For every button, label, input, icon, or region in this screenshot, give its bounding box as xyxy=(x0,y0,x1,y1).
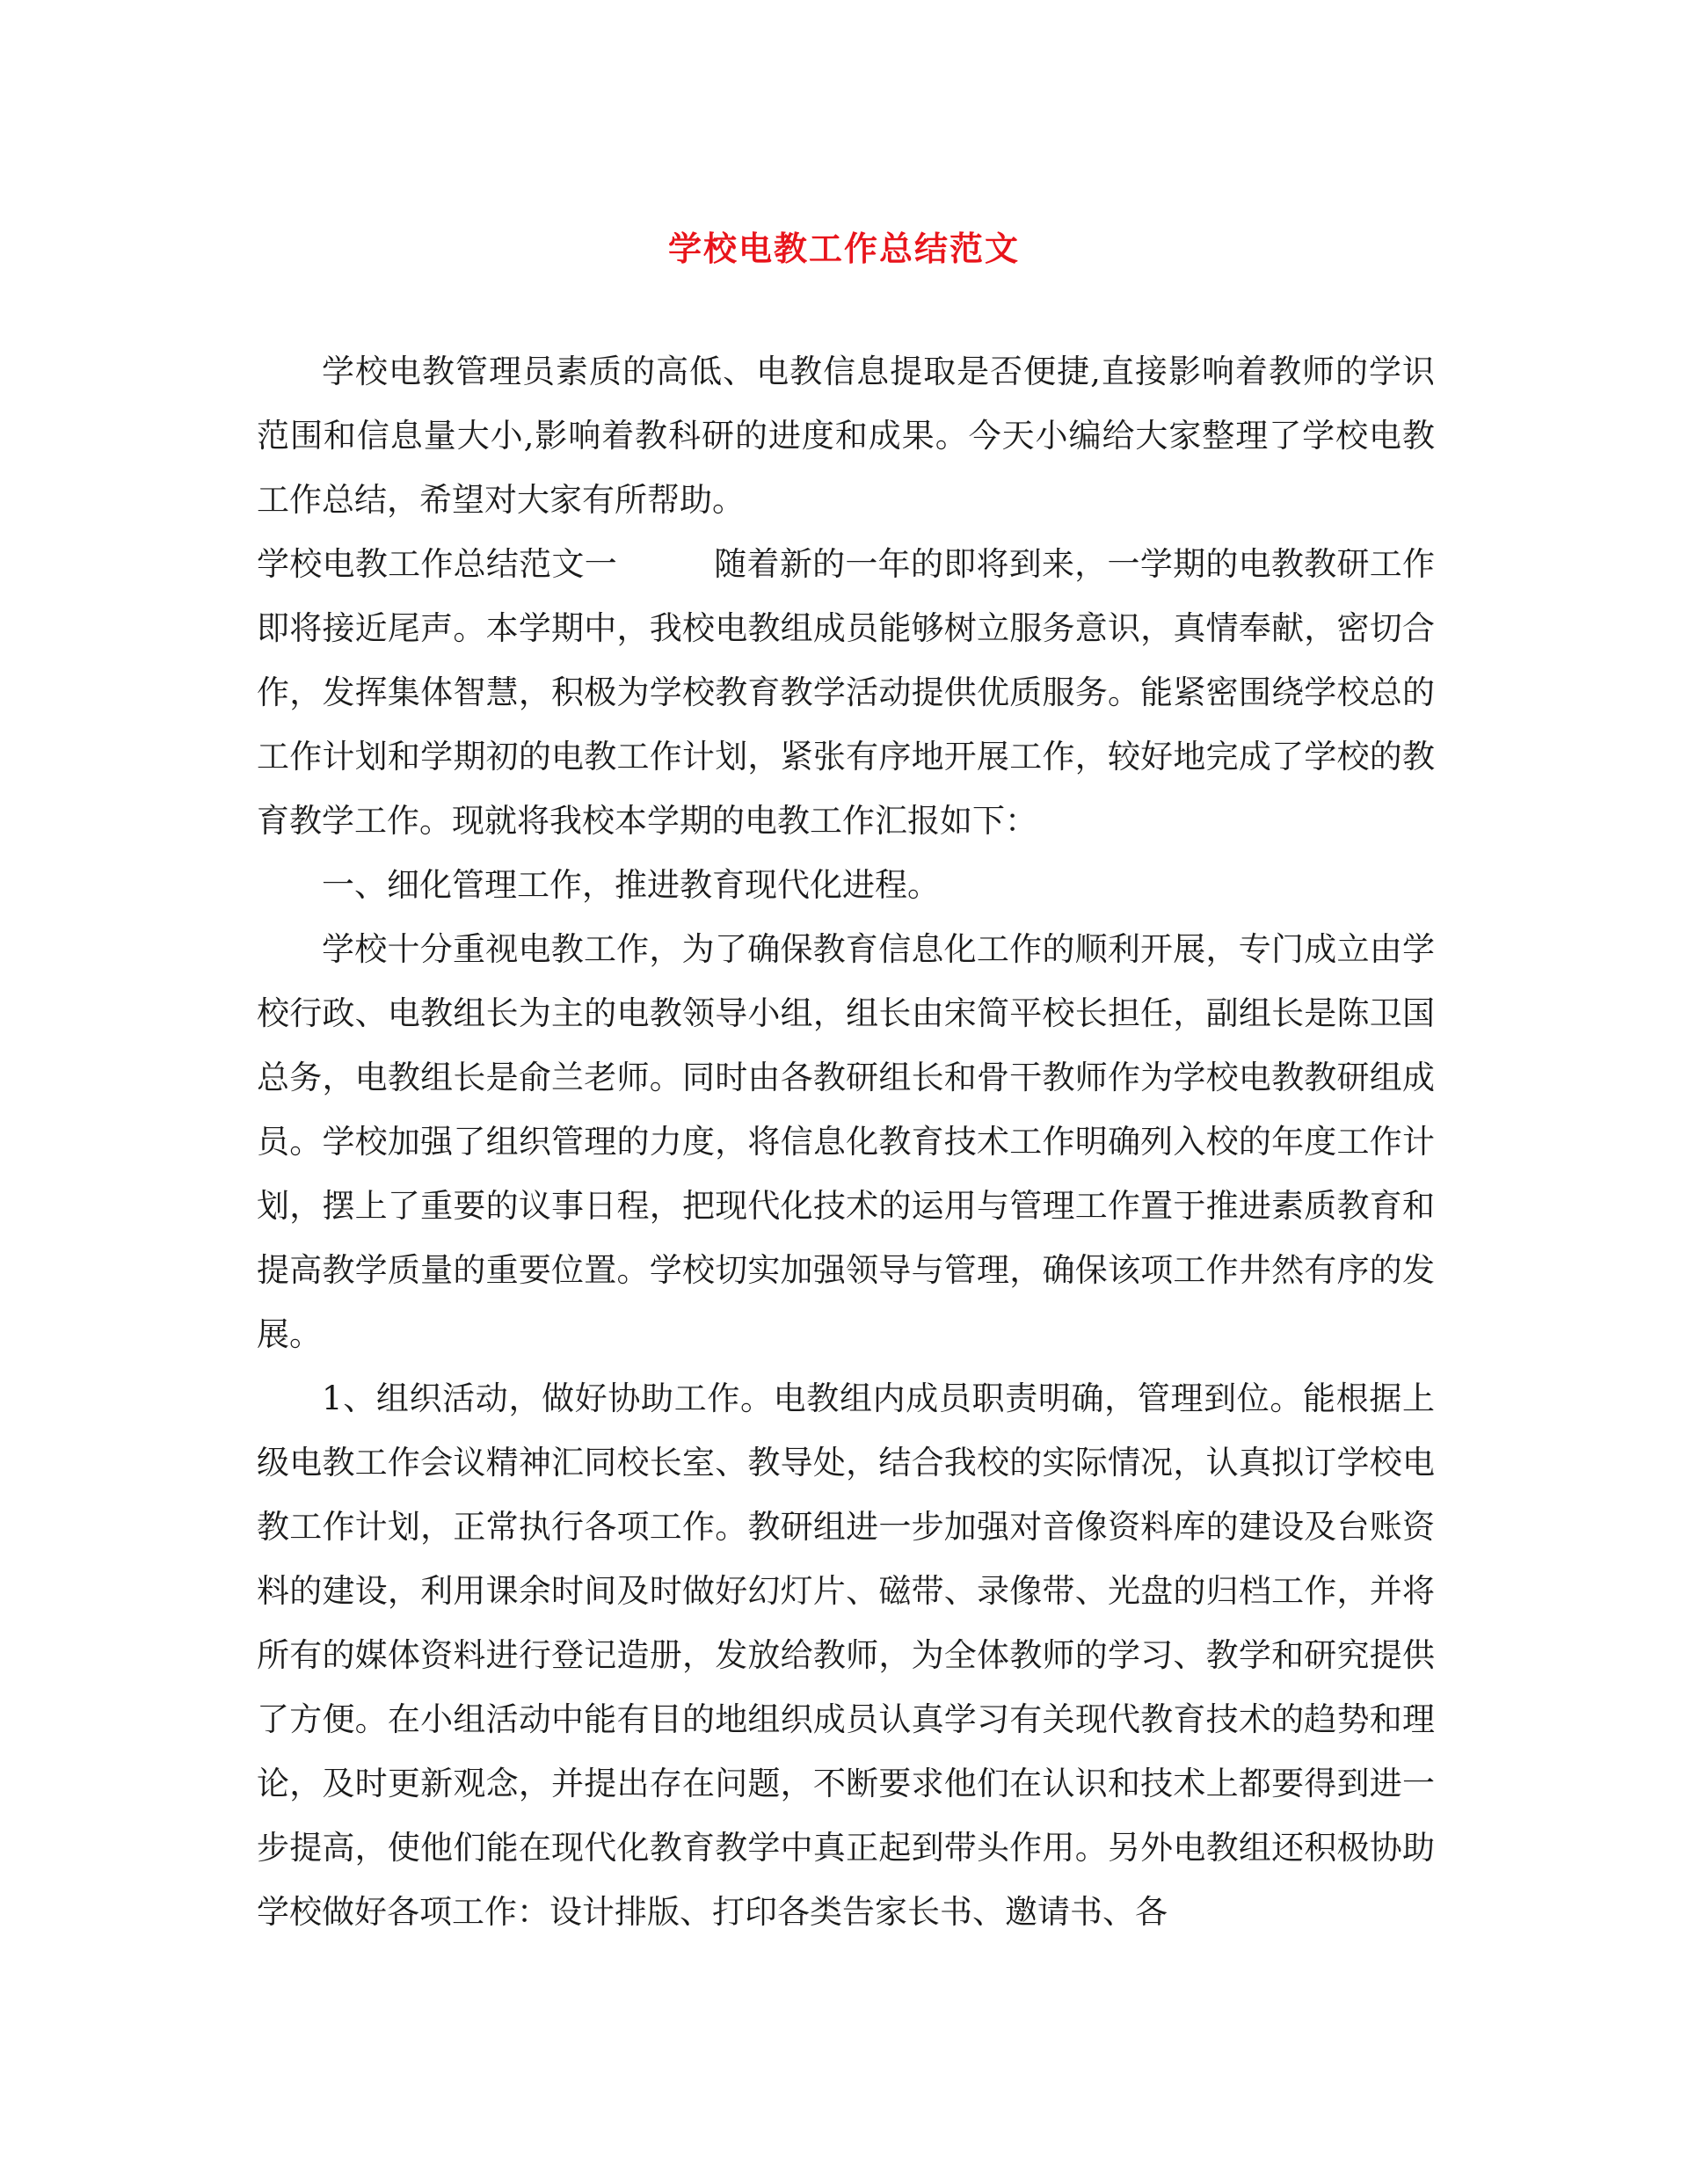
intro-paragraph: 学校电教管理员素质的高低、电教信息提取是否便捷,直接影响着教师的学识范围和信息量大小,影响着教科研的进度和成果。今天小编给大家整理了学校电教工作总结，希望对大家有所帮助。 xyxy=(257,353,1435,519)
section1-text: 随着新的一年的即将到来，一学期的电教教研工作即将接近尾声。本学期中，我校电教组成员能够树立服务意识，真情奉献，密切合作，发挥集体智慧，积极为学校教育教学活动提供优质服务。能紧密围绕学校总的工作计划和学期初的电教工作计划，紧张有序地开展工作，较好地完成了学校的教育教学工作。现就将我校本学期的电教工作汇报如下： xyxy=(257,545,1435,840)
document-title: 学校电教工作总结范文 xyxy=(667,229,1020,268)
section1-label: 学校电教工作总结范文一 xyxy=(257,545,617,583)
section1-paragraph xyxy=(257,532,1435,853)
paragraph-1: 学校十分重视电教工作，为了确保教育信息化工作的顺利开展，专门成立由学校行政、电教组长为主的电教领导小组，组长由宋简平校长担任，副组长是陈卫国总务，电教组长是俞兰老师。同时由各教研组长和骨干教师作为学校电教教研组成员。学校加强了组织管理的力度，将信息化教育技术工作明确列入校的年度工作计划，摆上了重要的议事日程，把现代化技术的运用与管理工作置于推进素质教育和提高教学质量的重要位置。学校切实加强领导与管理，确保该项工作井然有序的发展。 xyxy=(257,930,1435,1353)
paragraph-2: 1、组织活动，做好协助工作。电教组内成员职责明确，管理到位。能根据上级电教工作会议精神汇同校长室、教导处，结合我校的实际情况，认真拟订学校电教工作计划，正常执行各项工作。教研组进一步加强对音像资料库的建设及台账资料的建设，利用课余时间及时做好幻灯片、磁带、录像带、光盘的归档工作，并将所有的媒体资料进行登记造册，发放给教师，为全体教师的学习、教学和研究提供了方便。在小组活动中能有目的地组织成员认真学习有关现代教育技术的趋势和理论，及时更新观念，并提出存在问题，不断要求他们在认识和技术上都要得到进一步提高，使他们能在现代化教育教学中真正起到带头作用。另外电教组还积极协助学校做好各项工作：设计排版、打印各类告家长书、邀请书、各 xyxy=(257,1380,1435,1931)
heading-1: 一、细化管理工作，推进教育现代化进程。 xyxy=(322,866,940,904)
document-body xyxy=(257,339,1435,1944)
